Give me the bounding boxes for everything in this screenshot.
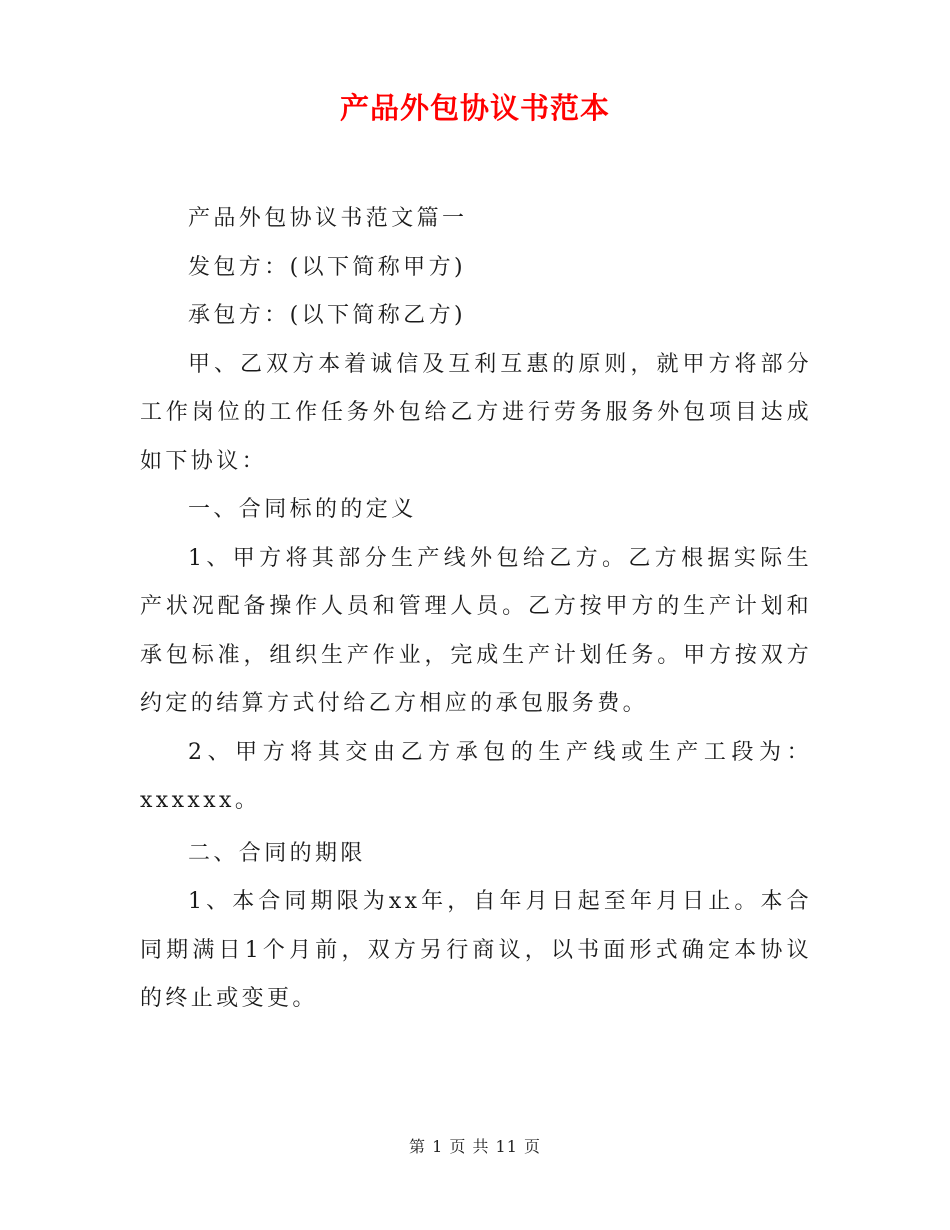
paragraph-party-a: 发包方：(以下简称甲方) (188, 254, 466, 280)
paragraph-heading-2: 二、合同的期限 (188, 840, 366, 866)
page-footer: 第 1 页 共 11 页 (409, 1137, 541, 1156)
paragraph-section-heading: 产品外包协议书范文篇一 (188, 206, 468, 231)
paragraph-clause-1-2: 2、甲方将其交由乙方承包的生产线或生产工段为：xxxxxx。 (140, 739, 812, 813)
paragraph-clause-1-1: 1、甲方将其部分生产线外包给乙方。乙方根据实际生产状况配备操作人员和管理人员。乙方按甲方的生产计划和承包标准，组织生产作业，完成生产计划任务。甲方按双方约定的结算方式付给乙方相应的承包服务费。 (140, 545, 812, 716)
document-body (140, 195, 812, 1024)
paragraph-party-b: 承包方：(以下简称乙方) (188, 303, 466, 328)
document-title: 产品外包协议书范本 (339, 91, 610, 125)
paragraph-clause-2-1: 1、本合同期限为xx年，自年月日起至年月日止。本合同期满日1个月前，双方另行商议，以书面形式确定本协议的终止或变更。 (140, 889, 812, 1011)
paragraph-heading-1: 一、合同标的的定义 (188, 497, 417, 522)
paragraph-preamble: 甲、乙双方本着诚信及互利互惠的原则，就甲方将部分工作岗位的工作任务外包给乙方进行劳务服务外包项目达成如下协议： (140, 351, 812, 474)
